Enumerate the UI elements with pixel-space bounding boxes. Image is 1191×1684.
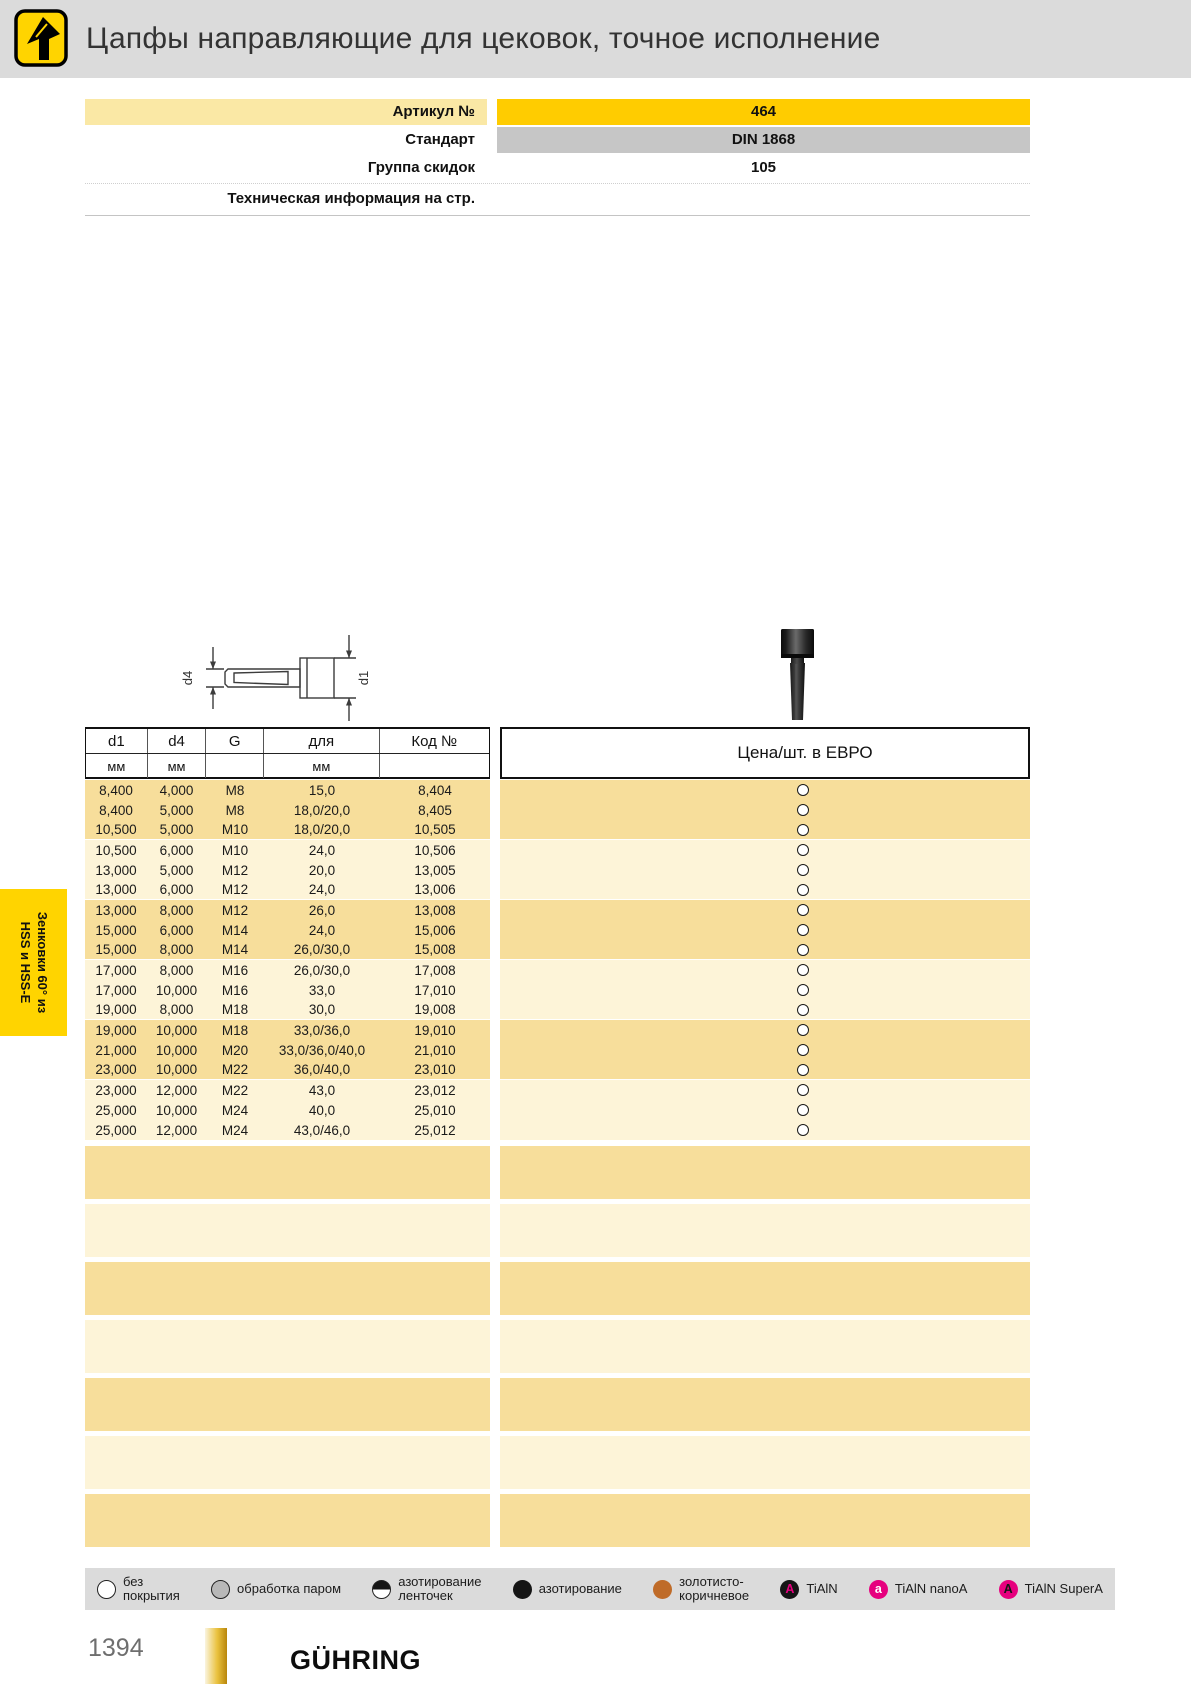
cell: 21,010 [414,1042,456,1058]
price-row [500,1000,1030,1020]
cell: M12 [221,882,249,897]
legend-label [123,1575,180,1603]
cell: 4,000 [159,782,194,798]
empty-band [85,1146,490,1199]
uncoated-circle-icon [797,844,809,856]
price-table-rows [500,780,1030,1140]
legend-label-line: азотирование [538,1580,622,1596]
cell: 12,000 [155,1082,198,1098]
cell: M22 [221,1082,249,1098]
legend-label-line: TiAlN nanoA [894,1580,968,1596]
dim-d4-label: d4 [180,670,195,686]
cell: 25,010 [414,1102,456,1118]
coating-legend [85,1568,1115,1610]
legend-item [780,1580,837,1599]
countersink-icon [14,9,68,67]
cell: 23,000 [95,1082,137,1098]
nitrided-flutes-icon [372,1580,391,1599]
cell: M14 [221,942,249,957]
legend-label-line: золотисто- [679,1573,744,1589]
price-row [500,920,1030,940]
uncoated-circle-icon [797,864,809,876]
price-row [500,880,1030,900]
cell: 13,000 [95,862,137,878]
cell: 33,0/36,0/40,0 [278,1042,366,1058]
legend-item [211,1580,341,1599]
brand-logo: GÜHRING [290,1645,421,1675]
cell: M24 [221,1122,249,1138]
info-value: 464 [497,99,1030,125]
page-title: Цапфы направляющие для цековок, точное исполнение [86,22,881,55]
cell: 8,400 [99,782,133,798]
empty-band [85,1378,490,1431]
empty-band [500,1436,1030,1489]
legend-label-line: обработка паром [237,1580,342,1596]
sidebar-tab-label [0,889,67,1036]
cell: 8,404 [418,782,452,798]
tialn-supera-icon: A [999,1580,1018,1599]
uncoated-circle-icon [797,1124,809,1136]
empty-band [85,1436,490,1489]
cell: 33,0 [308,982,336,998]
info-value: DIN 1868 [497,127,1030,153]
cell: 13,000 [95,902,137,918]
cell: M10 [221,822,249,837]
cell: M10 [221,842,249,858]
spec-row [85,920,490,940]
cell: M8 [225,802,245,818]
spec-row [85,780,490,800]
cell: M18 [221,1002,249,1017]
legend-label-line: без [123,1573,144,1589]
column-header: d4 [148,729,207,753]
legend-label [1025,1582,1103,1596]
cell: 26,0/30,0 [293,962,351,978]
cell: 40,0 [308,1102,336,1118]
cell: 19,010 [414,1022,456,1038]
cell: 17,000 [95,982,137,998]
info-value [497,186,1030,212]
dim-d1-label: d1 [356,670,371,686]
empty-band [500,1320,1030,1373]
info-table [85,99,1030,218]
cell: 8,000 [159,1002,194,1017]
legend-item [513,1580,622,1599]
uncoated-circle-icon [797,1084,809,1096]
uncoated-circle-icon [797,1064,809,1076]
cell: 15,008 [414,942,456,957]
cell: 17,008 [414,962,456,978]
column-header: Код № [411,732,458,750]
cell: 10,506 [414,842,456,858]
legend-label-line: TiAlN SuperA [1024,1580,1103,1596]
technical-drawing [170,585,430,725]
info-value: 105 [750,159,777,176]
legend-item [869,1580,968,1599]
uncoated-circle-icon [797,964,809,976]
cell: 13,000 [95,882,137,897]
price-row [500,1020,1030,1040]
cell: 30,0 [308,1002,336,1017]
info-label: Стандарт [405,131,475,148]
cell: 5,000 [159,802,194,818]
empty-band [85,1204,490,1257]
empty-band [500,1146,1030,1199]
cell: 10,000 [155,1022,198,1038]
spec-row [85,1040,490,1060]
cell: 26,0 [308,902,336,918]
price-row [500,820,1030,840]
legend-item [97,1575,180,1603]
cell: 33,0/36,0 [293,1022,351,1038]
tialn-nanoa-icon: a [869,1580,888,1599]
empty-band [500,1378,1030,1431]
uncoated-circle-icon [797,1024,809,1036]
cell: 25,000 [95,1122,137,1138]
cell: 25,012 [414,1122,456,1138]
uncoated-circle-icon [797,1044,809,1056]
cell: 24,0 [308,882,336,897]
cell: 5,000 [159,862,194,878]
spec-header-row [86,729,489,754]
uncoated-circle-icon [797,944,809,956]
sidebar-line-2: HSS и HSS-E [18,921,34,1004]
price-row [500,860,1030,880]
cell: 20,0 [308,862,336,878]
cell: 24,0 [308,922,336,938]
spec-row [85,880,490,900]
price-row [500,1100,1030,1120]
unit-label [206,754,264,778]
empty-band [500,1262,1030,1315]
spec-units-row [86,754,489,778]
unit-label: мм [86,754,148,778]
cell: 10,000 [155,982,198,998]
cell: 15,000 [95,942,137,957]
cell: M16 [221,982,249,998]
cell: 25,000 [95,1102,137,1118]
spec-row [85,860,490,880]
cell: 17,000 [95,962,137,978]
sidebar-tab [0,889,67,1036]
spec-row [85,1000,490,1020]
spec-row [85,1100,490,1120]
cell: 43,0 [308,1082,336,1098]
gold-brown-icon [653,1580,672,1599]
footer-accent-bar [205,1628,227,1684]
cell: 21,000 [95,1042,137,1058]
nitrided-icon [513,1580,532,1599]
cell: 23,010 [414,1062,456,1077]
info-row [85,155,1030,181]
cell: 23,012 [414,1082,456,1098]
price-row [500,800,1030,820]
empty-band [500,1494,1030,1547]
uncoated-circle-icon [797,984,809,996]
cell: 43,0/46,0 [293,1122,351,1138]
legend-label-line: азотирование [398,1573,482,1589]
price-header-label: Цена/шт. в ЕВРО [737,743,873,762]
cell: 8,000 [159,942,194,957]
cell: M12 [221,862,249,878]
legend-label [895,1582,968,1596]
legend-label-line: ленточек [398,1588,453,1603]
column-header: G [206,729,264,753]
spec-row [85,1020,490,1040]
cell: M24 [221,1102,249,1118]
spec-row [85,940,490,960]
uncoated-circle-icon [797,1004,809,1016]
legend-label-line: покрытия [123,1588,180,1603]
spec-table-header [85,727,490,779]
cell: 10,000 [155,1062,198,1077]
column-header: для [264,729,379,753]
cell: 10,505 [414,822,456,837]
cell: 36,0/40,0 [293,1062,351,1077]
price-row [500,780,1030,800]
cell: M20 [221,1042,249,1058]
spec-row [85,1120,490,1140]
cell: 15,0 [308,782,336,798]
cell: 23,000 [95,1062,137,1077]
tialn-icon: A [780,1580,799,1599]
cell: 13,008 [414,902,456,918]
info-row [85,99,1030,125]
legend-label-line: TiAlN [806,1580,838,1596]
cell: M14 [221,922,249,938]
spec-row [85,980,490,1000]
cell: 8,000 [159,962,194,978]
price-row [500,840,1030,860]
spec-row [85,840,490,860]
cell: 13,006 [414,882,456,897]
uncoated-circle-icon [797,824,809,836]
price-row [500,1080,1030,1100]
empty-band [85,1262,490,1315]
uncoated-circle-icon [797,1104,809,1116]
info-label: Группа скидок [367,159,475,176]
cell: 15,006 [414,922,456,938]
cell: 18,0/20,0 [293,822,351,837]
column-header: d1 [86,729,148,753]
legend-label [806,1582,837,1596]
info-label: Артикул № [85,99,487,125]
empty-band [500,1204,1030,1257]
spec-row [85,900,490,920]
cell: 6,000 [159,922,194,938]
legend-label [539,1582,622,1596]
empty-band [85,1494,490,1547]
cell: 8,400 [99,802,133,818]
cell: M22 [221,1062,249,1077]
cell: 24,0 [308,842,336,858]
cell: 5,000 [159,822,194,837]
cell: 10,500 [95,842,137,858]
steam-treated-icon [211,1580,230,1599]
unit-label: мм [148,754,207,778]
cell: 13,005 [414,862,456,878]
cell: 19,000 [95,1022,137,1038]
cell: 18,0/20,0 [293,802,351,818]
uncoated-circle-icon [797,804,809,816]
price-row [500,940,1030,960]
cell: M18 [221,1022,249,1038]
unit-label: мм [264,754,379,778]
page-number: 1394 [88,1634,144,1662]
price-row [500,900,1030,920]
legend-label [398,1575,481,1603]
price-row [500,1120,1030,1140]
cell: 12,000 [155,1122,198,1138]
cell: M8 [225,782,245,798]
legend-item [653,1575,749,1603]
uncoated-icon [97,1580,116,1599]
cell: M12 [221,902,249,918]
uncoated-circle-icon [797,784,809,796]
price-row [500,960,1030,980]
uncoated-circle-icon [797,904,809,916]
sidebar-line-1: Зенковки 60° из [34,911,50,1014]
price-row [500,980,1030,1000]
uncoated-circle-icon [797,884,809,896]
cell: 17,010 [414,982,456,998]
price-table-header [500,727,1030,779]
spec-row [85,820,490,840]
cell: M16 [221,962,249,978]
cell: 10,000 [155,1042,198,1058]
legend-item [999,1580,1103,1599]
cell: 6,000 [159,882,194,897]
info-label: Техническая информация на стр. [227,190,475,207]
info-row [85,183,1030,216]
cell: 8,405 [418,802,452,818]
info-row [85,127,1030,153]
legend-label-line: коричневое [679,1588,750,1603]
cell: 19,000 [95,1002,137,1017]
uncoated-circle-icon [797,924,809,936]
product-photo [778,628,818,720]
legend-label [679,1575,749,1603]
cell: 6,000 [159,842,194,858]
spec-row [85,1080,490,1100]
price-row [500,1040,1030,1060]
empty-band [85,1320,490,1373]
legend-item [372,1575,481,1603]
cell: 26,0/30,0 [293,942,351,957]
cell: 19,008 [414,1002,456,1017]
price-row [500,1060,1030,1080]
spec-row [85,960,490,980]
spec-row [85,800,490,820]
spec-table-rows [85,780,490,1140]
cell: 8,000 [159,902,194,918]
cell: 10,000 [155,1102,198,1118]
unit-label [380,754,489,778]
spec-row [85,1060,490,1080]
cell: 10,500 [95,822,137,837]
header-bar [0,0,1191,78]
cell: 15,000 [95,922,137,938]
legend-label [237,1582,341,1596]
